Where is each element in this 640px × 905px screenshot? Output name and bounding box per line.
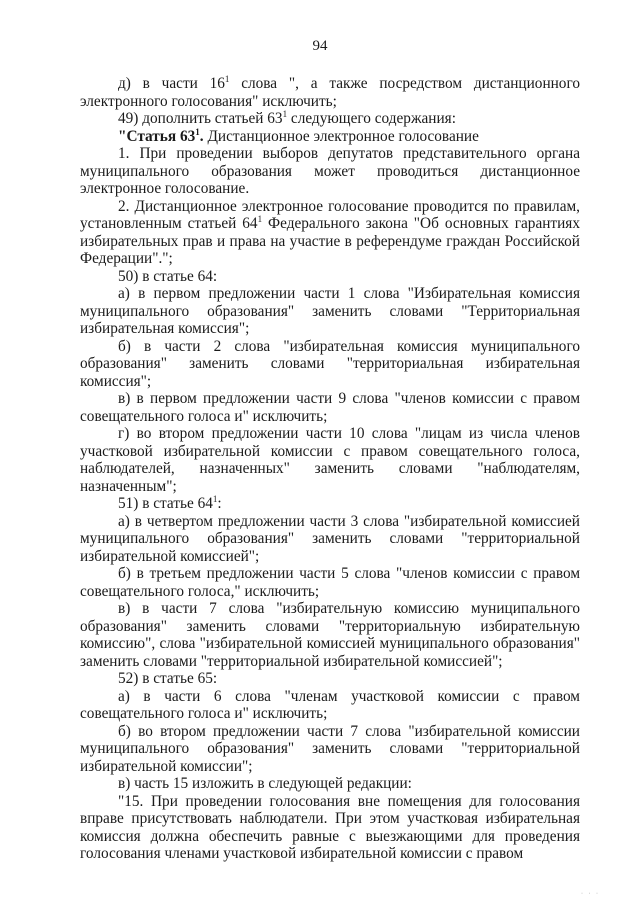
paragraph: в) в части 7 слова "избирательную комиссию муниципального образования" заменить словами "территориальную избирательную комиссию", слова "избирательной комиссией муниципального образования" заменить словами "территориальной избирательной комиссией"; [80, 600, 580, 670]
article-heading [80, 128, 580, 146]
paragraph: а) в первом предложении части 1 слова "Избирательная комиссия муниципального образования" заменить словами "Территориальная избирательная комиссия"; [80, 285, 580, 337]
paragraph: б) во втором предложении части 7 слова "избирательной комиссии муниципального образования" заменить словами "территориальной избирательной комиссии"; [80, 722, 580, 775]
paragraph: б) в части 2 слова "избирательная комиссия муниципального образования" заменить словами "территориальная избирательная комиссия"; [80, 337, 580, 390]
paragraph: г) во втором предложении части 10 слова "лицам из числа членов участковой избирательной комиссии с правом совещательного голоса, наблюдателей, назначенных" заменить словами "наблюдателям, назначенным"; [80, 425, 580, 495]
paragraph: 52) в статье 65: [118, 670, 218, 687]
paragraph: в) в первом предложении части 9 слова "членов комиссии с правом совещательного голоса и" исключить; [80, 390, 580, 425]
paragraph: д) в части $16^1$ слова ", а также посредством дистанционного электронного голосования" исключить; [80, 74, 581, 110]
paragraph: "15. При проведении голосования вне помещения для голосования вправе присутствовать наблюдатели. При этом участковая избирательная комиссия должна обеспечить равные с выезжающими для проведения голосования членами участковой избирательной комиссии с правом [80, 792, 580, 862]
paragraph: 51) в статье $64^1$: [118, 494, 222, 512]
paragraph: 49) дополнить статьей $63^1$ следующего содержания: [118, 109, 456, 127]
document-body [80, 75, 580, 863]
paragraph: б) в третьем предложении части 5 слова "членов комиссии с правом совещательного голоса," исключить; [80, 565, 580, 600]
article-heading-number: "Статья $63^1$. [118, 126, 204, 145]
page-number: 94 [312, 38, 328, 54]
paragraph: 1. При проведении выборов депутатов представительного органа муниципального образования может проводиться дистанционное электронное голосование. [80, 145, 580, 197]
paragraph: а) в части 6 слова "членам участковой комиссии с правом совещательного голоса и" исключить; [80, 687, 580, 722]
paragraph: а) в четвертом предложении части 3 слова "избирательной комиссией муниципального образования" заменить словами "территориальной избирательной комиссией"; [80, 512, 580, 565]
paragraph: в) часть 15 изложить в следующей редакции: [118, 775, 412, 792]
paragraph: 2. Дистанционное электронное голосование проводится по правилам, установленным статьей $64^1$ Федерального закона "Об основных гарантиях избирательных прав и права на участие в референдуме граждан Российской Федерации"."; [80, 197, 580, 267]
paragraph: 50) в статье 64: [118, 267, 218, 285]
article-heading-title: Дистанционное электронное голосование [203, 127, 479, 145]
scan-mark: · · · [581, 891, 600, 897]
